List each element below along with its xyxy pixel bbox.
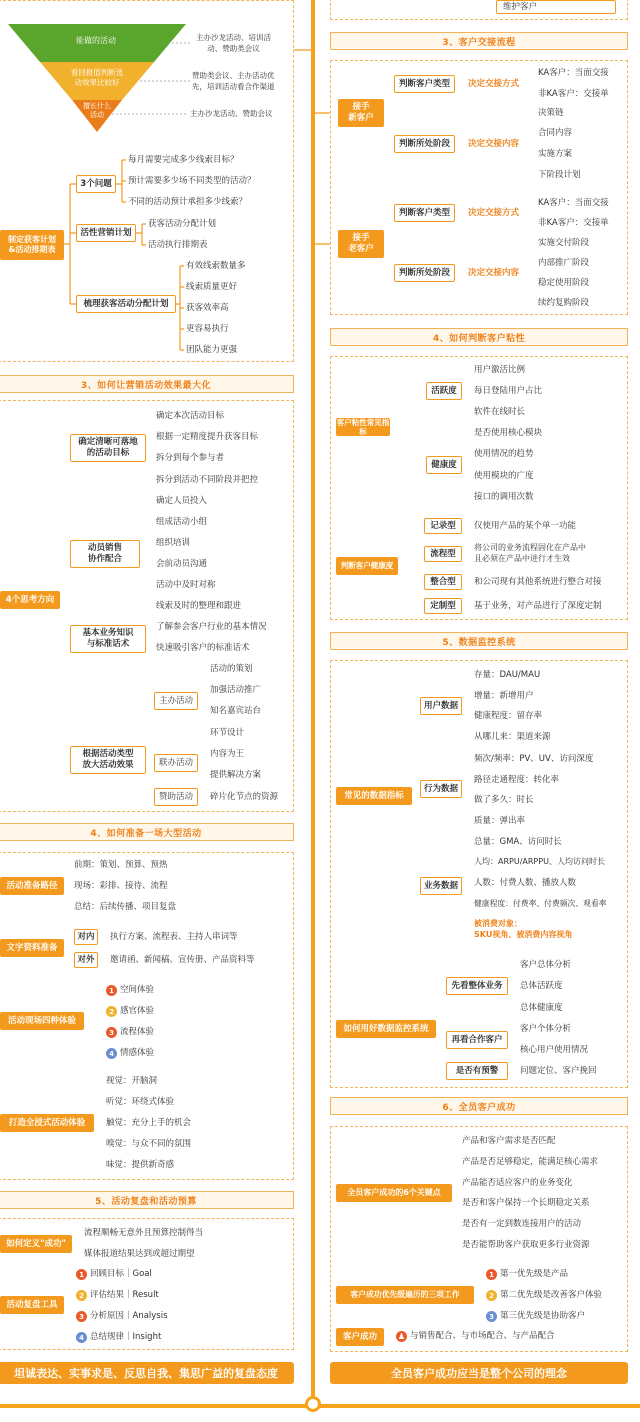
goal-item-3: 拆分到每个参与者 xyxy=(156,453,225,463)
old-judge-type-node: 判断客户类型 xyxy=(394,204,455,222)
sense-item-5: 味觉：提供新奇感 xyxy=(106,1160,175,1170)
user-item-2: 增量：新增用户 xyxy=(474,691,534,701)
user-item-4: 从哪儿来：渠道来源 xyxy=(474,732,551,742)
prio-item-2: 第二优先级是改善客户体验 xyxy=(500,1290,603,1300)
old-decide-mode: 决定交接方式 xyxy=(468,208,520,218)
new-judge-stage-node: 判断所处阶段 xyxy=(394,135,455,153)
planning-root: 制定获客计划 &活动排期表 xyxy=(0,230,64,260)
type-process-node: 流程型 xyxy=(424,546,462,562)
joint-activity-node: 联办活动 xyxy=(154,754,198,772)
right-bottom-banner: 全员客户成功应当是整个公司的理念 xyxy=(330,1362,628,1384)
new-judge-type-node: 判断客户类型 xyxy=(394,75,455,93)
key-item-5: 是否有一定到数连接用户的活动 xyxy=(462,1219,582,1229)
review-num-2: 2 xyxy=(76,1290,87,1301)
active-item-3: 软件在线时长 xyxy=(474,407,526,417)
type-custom-text: 基于业务，对产品进行了深度定制 xyxy=(474,601,602,611)
external-text: 邀请函、新闻稿、宣传册、产品资料等 xyxy=(110,955,255,965)
goal-item-2: 根据一定精度提升获客目标 xyxy=(156,432,259,442)
internal-text: 执行方案、流程表、主持人串词等 xyxy=(110,932,238,942)
sales-item-4: 会前动员沟通 xyxy=(156,559,208,569)
joint-item-1: 内容为王 xyxy=(210,749,245,759)
sponsor-item-1: 碎片化节点的资源 xyxy=(210,792,279,802)
partner-item-1: 客户个体分析 xyxy=(520,1024,572,1034)
prep-path-node: 活动准备路径 xyxy=(0,877,64,895)
stickiness-metrics-node: 客户粘性常见指标 xyxy=(336,417,390,436)
allocation-item-4: 更容易执行 xyxy=(186,324,229,334)
new-customer-node: 接手 新客户 xyxy=(338,99,384,127)
key-item-3: 产品能否适应客户的业务变化 xyxy=(462,1178,573,1188)
allocation-item-1: 有效线索数量多 xyxy=(186,261,246,271)
clear-goal-node: 确定清晰可落地 的活动目标 xyxy=(70,434,146,462)
biz-item-4: 健康程度：付费率、付费频次、观看率 xyxy=(474,899,607,908)
sales-item-5: 活动中及时对称 xyxy=(156,580,216,590)
success-coop-text: 与销售配合、与市场配合、与产品配合 xyxy=(410,1331,555,1341)
success-item-1: 流程顺畅无意外且预算控制得当 xyxy=(84,1228,204,1238)
funnel-label-2: 看回报值判断选 动效果比较好 xyxy=(70,68,124,87)
old-type-item-2: 非KA客户：交接单 xyxy=(538,218,609,228)
question-3: 不同的活动预计承担多少线索？ xyxy=(128,197,248,207)
review-num-1: 1 xyxy=(76,1269,87,1280)
question-2: 预计需要多少场不同类型的活动？ xyxy=(128,176,256,186)
prep-item-3: 总结：后续传播、项目复盘 xyxy=(74,902,177,912)
business-data-node: 业务数据 xyxy=(420,877,462,895)
prio-num-2: 2 xyxy=(486,1290,497,1301)
health-item-2: 使用情况的趋势 xyxy=(474,449,534,459)
allocation-item-3: 获客效率高 xyxy=(186,303,229,313)
host-item-4: 环节设计 xyxy=(210,728,245,738)
behav-item-4: 质量：弹出率 xyxy=(474,816,526,826)
behav-item-2: 路径走通程度：转化率 xyxy=(474,775,560,785)
behavior-data-node: 行为数据 xyxy=(420,780,462,798)
funnel-label-3: 擅长什么 活动 xyxy=(83,102,111,120)
partner-customer-node: 再看合作客户 xyxy=(446,1031,508,1049)
type-integrate-node: 整合型 xyxy=(424,574,462,590)
user-item-1: 存量：DAU/MAU xyxy=(474,670,541,680)
host-item-2: 加强活动推广 xyxy=(210,685,262,695)
old-stage-item-1: 实施交付阶段 xyxy=(538,238,590,248)
prio-item-3: 第三优先级是协助客户 xyxy=(500,1311,586,1321)
section-header-left-4: 4、如何准备一场大型活动 xyxy=(0,823,294,841)
old-judge-stage-node: 判断所处阶段 xyxy=(394,264,455,282)
active-item-2: 每日登陆用户占比 xyxy=(474,386,543,396)
sales-item-6: 线索及时的整理和跟进 xyxy=(156,601,242,611)
new-stage-item-3: 实施方案 xyxy=(538,149,573,159)
allocation-item-2: 线索质量更好 xyxy=(186,282,238,292)
review-tools-node: 活动复盘工具 xyxy=(0,1296,64,1314)
goal-item-1: 确定本次活动目标 xyxy=(156,411,225,421)
exp-item-2: 感官体验 xyxy=(120,1006,155,1016)
exp-item-1: 空间体验 xyxy=(120,985,155,995)
prep-item-1: 前期：策划、预算、预热 xyxy=(74,860,168,870)
allocation-plan-node: 梳理获客活动分配计划 xyxy=(76,295,176,313)
key-item-2: 产品是否足够稳定，能满足核心需求 xyxy=(462,1157,599,1167)
old-stage-item-2: 内部推广阶段 xyxy=(538,258,590,268)
define-success-node: 如何定义"成功" xyxy=(0,1235,72,1253)
behav-item-3: 做了多久：时长 xyxy=(474,795,534,805)
active-item-1: 用户激活比例 xyxy=(474,365,526,375)
prep-item-2: 现场：彩排、接待、流程 xyxy=(74,881,168,891)
knowledge-node: 基本业务知识 与标准话术 xyxy=(70,625,146,653)
immersive-node: 打造全浸式活动体验 xyxy=(0,1114,94,1132)
overall-item-1: 客户总体分析 xyxy=(520,960,572,970)
review-item-2: 评估结果｜Result xyxy=(90,1290,159,1300)
knowledge-item-2: 快速吸引客户的标准话术 xyxy=(156,643,250,653)
customer-success-node: 客户成功 xyxy=(336,1328,384,1346)
funnel-label-1: 能做的活动 xyxy=(76,36,116,45)
warning-text: 问题定位、客户挽回 xyxy=(520,1066,597,1076)
marketing-plan-node: 活性营销计划 xyxy=(76,224,136,242)
overall-item-2: 总体活跃度 xyxy=(520,981,563,991)
new-decide-mode: 决定交接方式 xyxy=(468,79,520,89)
prio-num-3: 3 xyxy=(486,1311,497,1322)
sales-item-1: 确定人员投入 xyxy=(156,496,208,506)
sense-item-2: 听觉：环绕式体验 xyxy=(106,1097,175,1107)
three-priority-node: 客户成功优先级遍历的三项工作 xyxy=(336,1286,474,1304)
knowledge-item-1: 了解参会客户行业的基本情况 xyxy=(156,622,267,632)
host-item-3: 知名嘉宾站台 xyxy=(210,706,262,716)
old-stage-item-4: 续约复购阶段 xyxy=(538,298,590,308)
new-type-item-2: 非KA客户：交接单 xyxy=(538,89,609,99)
funnel-note-2: 赞助类会议、主办活动优 先，培训活动看合作渠道 xyxy=(192,71,275,91)
exp-num-3: 3 xyxy=(106,1027,117,1038)
section-header-left-5: 5、活动复盘和活动预算 xyxy=(0,1191,294,1209)
new-decide-content: 决定交接内容 xyxy=(468,139,520,149)
type-record-text: 仅使用产品的某个单一功能 xyxy=(474,521,577,531)
key-item-4: 是否和客户保持一个长期稳定关系 xyxy=(462,1198,590,1208)
goal-item-4: 拆分到活动不同阶段并把控 xyxy=(156,475,259,485)
activity-type-node: 根据活动类型 放大活动效果 xyxy=(70,746,146,774)
review-item-3: 分析原因｜Analysis xyxy=(90,1311,168,1321)
user-item-3: 健康程度：留存率 xyxy=(474,711,543,721)
funnel-note-3: 主办沙龙活动、赞助会议 xyxy=(190,109,273,118)
old-decide-content: 决定交接内容 xyxy=(468,268,520,278)
old-stage-item-3: 稳定使用阶段 xyxy=(538,278,590,288)
person-icon: ♟ xyxy=(397,1332,406,1341)
review-num-3: 3 xyxy=(76,1311,87,1322)
section-header-right-4: 4、如何判断客户粘性 xyxy=(330,328,628,346)
type-process-text: 将公司的业务流程固化在产品中 且必须在产品中进行才生效 xyxy=(474,543,586,563)
maintain-customer-box: 维护客户 xyxy=(496,0,616,14)
section-header-right-6: 6、全员客户成功 xyxy=(330,1097,628,1115)
external-node: 对外 xyxy=(74,952,98,968)
biz-item-1: 总量：GMA、访问时长 xyxy=(474,837,562,847)
four-directions-root: 4个思考方向 xyxy=(0,591,60,609)
prio-item-1: 第一优先级是产品 xyxy=(500,1269,569,1279)
review-item-4: 总结规律｜Insight xyxy=(90,1332,162,1342)
three-questions-node: 3个问题 xyxy=(76,175,116,193)
new-stage-item-2: 合同内容 xyxy=(538,128,573,138)
sales-item-2: 组成活动小组 xyxy=(156,517,208,527)
exp-item-4: 情感体验 xyxy=(120,1048,155,1058)
activity-node: 活跃度 xyxy=(426,382,462,400)
key-item-1: 产品和客户需求是否匹配 xyxy=(462,1136,556,1146)
prio-num-1: 1 xyxy=(486,1269,497,1280)
sense-item-1: 视觉：开脑洞 xyxy=(106,1076,158,1086)
biz-item-2: 人均：ARPU/ARPPU、人均访问时长 xyxy=(474,857,605,866)
review-item-1: 回顾目标｜Goal xyxy=(90,1269,152,1279)
warning-node: 是否有预警 xyxy=(446,1062,508,1080)
exp-num-2: 2 xyxy=(106,1006,117,1017)
use-monitor-node: 如何用好数据监控系统 xyxy=(336,1020,436,1038)
exp-num-4: 4 xyxy=(106,1048,117,1059)
partner-item-2: 核心用户使用情况 xyxy=(520,1045,589,1055)
biz-item-3: 人数：付费人数、播放人数 xyxy=(474,878,577,888)
marketing-plan-item-1: 获客活动分配计划 xyxy=(148,219,217,229)
four-experience-node: 活动现场四种体验 xyxy=(0,1012,84,1030)
section-header-right-5: 5、数据监控系统 xyxy=(330,632,628,650)
old-customer-node: 接手 老客户 xyxy=(338,230,384,258)
overall-business-node: 先看整体业务 xyxy=(446,977,508,995)
new-stage-item-1: 决策链 xyxy=(538,108,564,118)
funnel-note-1: 主办沙龙活动、培训活 动、赞助类会议 xyxy=(196,33,271,53)
user-data-node: 用户数据 xyxy=(420,697,462,715)
key-item-6: 是否能帮助客户获取更多行业资源 xyxy=(462,1240,590,1250)
left-bottom-banner: 坦诚表达、实事求是、反思自我、集思广益的复盘态度 xyxy=(0,1362,294,1384)
biz-consumed-object: 被消费对象： SKU视角、被消费内容视角 xyxy=(474,919,573,939)
sponsor-activity-node: 赞助活动 xyxy=(154,788,198,806)
health-item-4: 接口的调用次数 xyxy=(474,492,534,502)
allocation-item-5: 团队能力更强 xyxy=(186,345,238,355)
judge-health-node: 判断客户健康度 xyxy=(336,557,398,575)
type-record-node: 记录型 xyxy=(424,518,462,534)
section-header-right-3: 3、客户交接流程 xyxy=(330,32,628,50)
sales-item-3: 组织培训 xyxy=(156,538,191,548)
old-type-item-1: KA客户：当面交接 xyxy=(538,198,609,208)
health-item-1: 是否使用核心模块 xyxy=(474,428,543,438)
host-item-1: 活动的策划 xyxy=(210,664,253,674)
type-custom-node: 定制型 xyxy=(424,598,462,614)
marketing-plan-item-2: 活动执行排期表 xyxy=(148,240,208,250)
review-num-4: 4 xyxy=(76,1332,87,1343)
six-keys-node: 全员客户成功的6个关键点 xyxy=(336,1184,452,1202)
exp-item-3: 流程体验 xyxy=(120,1027,155,1037)
behav-item-1: 频次/频率：PV、UV、访问深度 xyxy=(474,754,594,764)
exp-num-1: 1 xyxy=(106,985,117,996)
docs-prep-node: 文字资料准备 xyxy=(0,939,64,957)
sense-item-3: 触觉：充分上手的机会 xyxy=(106,1118,192,1128)
overall-item-3: 总体健康度 xyxy=(520,1003,563,1013)
sales-coop-node: 动员销售 协作配合 xyxy=(70,540,140,568)
health-node: 健康度 xyxy=(426,456,462,474)
section-header-left-3: 3、如何让营销活动效果最大化 xyxy=(0,375,294,393)
sense-item-4: 嗅觉：与众不同的氛围 xyxy=(106,1139,192,1149)
common-metrics-node: 常见的数据指标 xyxy=(336,787,412,805)
internal-node: 对内 xyxy=(74,929,98,945)
health-item-3: 使用模块的广度 xyxy=(474,471,534,481)
host-activity-node: 主办活动 xyxy=(154,692,198,710)
new-type-item-1: KA客户：当面交接 xyxy=(538,68,609,78)
question-1: 每月需要完成多少线索目标？ xyxy=(128,155,239,165)
new-stage-item-4: 下阶段计划 xyxy=(538,170,581,180)
success-item-2: 媒体报道结果达到或超过期望 xyxy=(84,1249,195,1259)
joint-item-2: 提供解决方案 xyxy=(210,770,262,780)
type-integrate-text: 和公司现有其他系统进行整合对接 xyxy=(474,577,602,587)
